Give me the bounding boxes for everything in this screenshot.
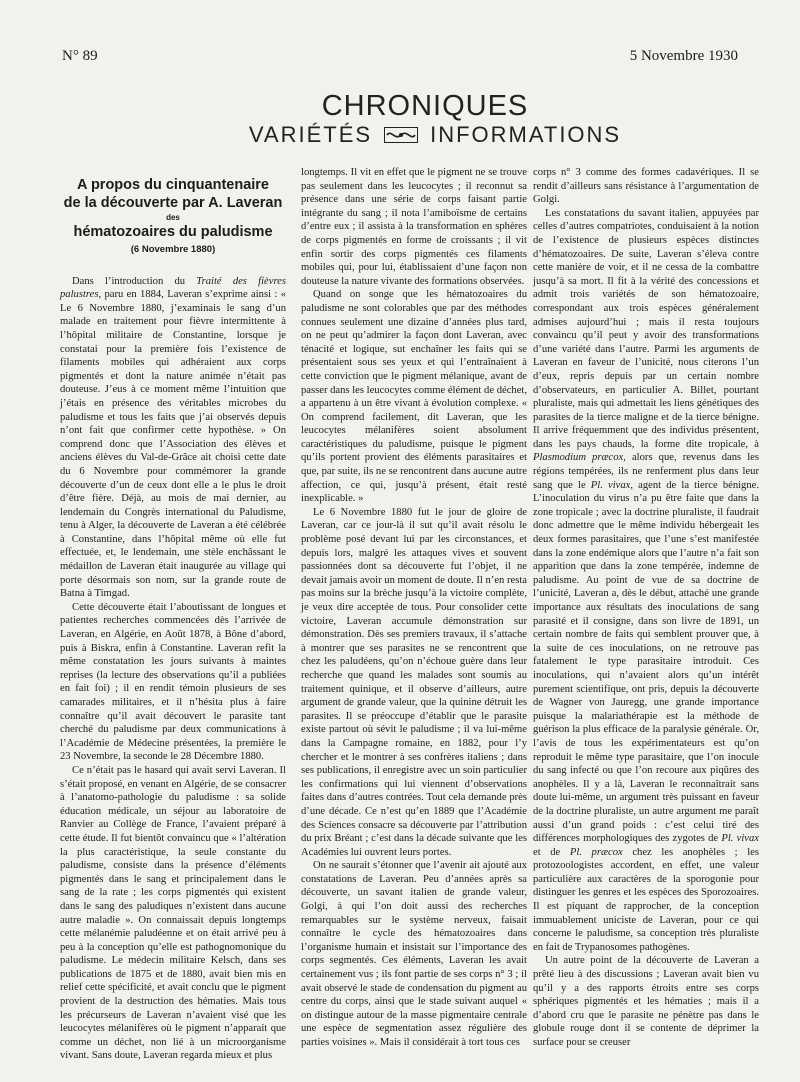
paragraph [301,166,527,288]
italic-text: Pl. vivax [721,833,760,845]
paragraph-text: Quand on songe que les hématozoaires du paludisme ne sont colorables que par des méthodes connues seulement une dizaine d’années plus tard, on ne peut qu’admirer la façon dont Laveran, avec ténacité et logique, sut enchaîner les faits qui se présentaient sous ses yeux et qui l’entraînaient à cette conviction que le pigment mélanique, avant de passer dans les leucocytes comme élément de déchet, a appartenu à un être vivant à évolution complexe. « On comprend facilement, dit Laveran, que les leucocytes mélanifères soient absolument caractéristiques du paludisme, puisque le pigment qu’ils portent provient des éléments parasitaires et que, par suite, ils ne se rencontrent dans aucune autre affection, ce qui, jusqu’à présent, était resté inexplicable. » [301,289,527,505]
article-title-line-2: de la découverte par A. Laveran [63,195,283,211]
masthead-subtitle [70,122,800,148]
paragraph-text: Les constatations du savant italien, appuyées par celles d’autres compatriotes, conduisaient à la notion de l’existence de plusieurs espèces distinctes d’hématozoaires. De suite, Laveran s’éleva contre cette manière de voir, et il ne cessa de la combattre jusqu’à sa mort. Il fit à la vérité des concessions et admit trois variétés de son hématozoaire, correspondant aux trois espèces généralement admises aujourd’hui ; mais il resta toujours convaincu qu’il peut y avoir des transformations d’une variété dans l’autre. Parmi les arguments de Laveran en faveur de l’unicité, nous citerons l’un d’eux, repris depuis par un certain nombre d’observateurs, en particulier A. Billet, pourtant pluraliste, mais qui admettait les liens génétiques des parasites de la tierce maligne et de la tierce bénigne. Il arrive fréquemment que des individus présentent, dans les pays chauds, la forme dite tropicale, à [533,207,759,450]
italic-text: Plasmodium præcox [533,452,624,464]
masthead-title: CHRONIQUES [321,90,529,122]
paragraph-text: chez les anophèles ; les protozoologistes accordent, en effet, une valeur particulière aux caractères de la sporogonie pour distinguer les genres et les espèces des Sporozoaires. Il est piquant de rapprocher, de la conception immuablement uniciste de Laveran, pour ce qui concerne le paludisme, sa conception très pluraliste en fait de Trypanosomes pathogènes. [533,846,759,953]
page-header [62,48,738,68]
paragraph [301,288,527,506]
paragraph-text: , paru en 1884, Laveran s’exprime ainsi : « Le 6 Novembre 1880, j’examinais le sang d’un malade en traitement pour fièvre intermittente à l’hôpital militaire de Constantine, lorsque je constatai pour la première fois l’existence de filaments mobiles qui adhéraient aux corps pigmentés et dont la nature animée n’était pas douteuse. J’eus à ce moment même l’intuition que j’étais en présence des véritables microbes du paludisme et tous les faits que j’ai observés depuis n’ont fait que confirmer cette hypothèse. » On comprend donc que l’Association des élèves et anciens élèves du Val-de-Grâce ait choisi cette date du 6 Novembre pour commémorer la grande découverte d’un de ceux dont elle a le plus le droit d’être fière. Déjà, au mois de mai dernier, au lendemain du Congrès international du Paludisme, tenu à Alger, la découverte de Laveran a été célébrée à Constantine, dans l’hôpital même où elle fut effectuée, et, le lendemain, une stèle enchâssant le médaillon de Laveran était inaugurée au village qui porte désormais son nom, sur la grande route de Batna à Timgad. [60,289,286,600]
column-3 [533,166,759,1046]
paragraph [60,275,286,601]
column-2 [301,166,527,1046]
paragraph-text: , agent de la tierce bénigne. L’inoculation du virus n’a pu être faite que dans la zone tropicale ; avec la doctrine pluraliste, il faudrait donc admettre que le même individu hébergeait les deux formes parasitaires, que l’une s’est manifestée dans la zone endémique alors que l’autre n’a fait son apparition que dans la zone tempérée, indemne de paludisme. Au point de vue de sa doctrine de l’unicité, Laveran a, dès le début, attaché une grande importance aux résultats des inoculations de sang parasité et il consigne, dans son livre de 1891, un certain nombre de faits qui semblent prouver que, à la suite de ces inoculations, on ne retrouve pas fatalement le type parasitaire introduit. Ces inoculations, qui n’avaient alors qu’un intérêt purement scientifique, ont pris, depuis la découverte de Wagner von Jauregg, une grande importance puisque la malariathérapie est la méthode de guérison la plus efficace de la paralysie générale. Or, l’avis de tous les expérimentateurs est qu’on reproduit le même type parasitaire, que l’on inocule du sang infecté ou que l’on recoure aux piqûres des anophèles. Il y a là, Laveran le reconnaîtrait sans doute lui-même, un argument très puissant en faveur de la doctrine pluraliste, un autre argument me paraît aussi d’un grand poids : c’est celui tiré des différences morphologiques des zygotes de [533,479,760,845]
paragraph [60,764,286,1063]
paragraph-text: Ce n’était pas le hasard qui avait servi Laveran. Il s’était proposé, en venant en Algérie, de se consacrer à l’anatomo-pathologie du paludisme : sa solide éducation médicale, un séjour au laboratoire de Ranvier au Collège de France, l’avaient préparé à cette étude. Il fut bientôt convaincu que « l’altération la plus caractéristique, la seule constante du paludisme, consiste dans la présence d’éléments pigmentés dans le sang et principalement dans le sang de la rate ; les corps pigmentés qui existent dans le sang des paludiques n’existent dans aucune autre maladie ». On connaissait depuis longtemps cette mélanémie paludéenne et on était arrivé peu à peu à la conception qu’elle est pathognomonique du paludisme. Le médecin militaire Kelsch, dans ses publications de 1875 et de 1880, avait bien mis en relief cette spécificité, et avait conclu que le pigment provient de la destruction des hématies. Mais tous les précurseurs de Laveran n’avaient visé que les leucocytes mélanifères où le pigment n’apparait que comme un déchet, non lié à un microorganisme vivant. Sans doute, Laveran regarda mieux et plus [60,764,286,1062]
paragraph-text: Cette découverte était l’aboutissant de longues et patientes recherches commencées dès l’arrivée de Laveran, en Algérie, en Août 1878, à Bône d’abord, puis à Biskra, enfin à Constantine. Laveran refit la même constatation les jours suivants à maintes reprises (la lecture des observations qu’il a publiées en fait foi) ; il en rendit témoin plusieurs de ses camarades militaires, et il n’hésita plus à faire connaître qu’il avait découvert le parasite tant cherché du paludisme par deux communications à l’Académie de Médecine présentées, la première le 23 Novembre, la seconde le 28 Décembre 1880. [60,601,286,763]
column-1-body [60,275,286,1063]
paragraph-text: Un autre point de la découverte de Laveran a prêté lieu à des discussions ; Laveran avait bien vu qu’il y a des rapports étroits entre ses corps sphériques pigmentés et les hématies ; mais il a d’abord cru que le parasite ne pénètre pas dans le globule rouge dont il se contente de déprimer la surface pour se creuser [533,955,759,1048]
issue-date: 5 Novembre 1930 [629,48,738,64]
paragraph-text: longtemps. Il vit en effet que le pigment ne se trouve pas seulement dans les leucocytes ; il reconnut sa présence dans une série de corps faisant partie intégrante du sang ; il nota l’amiboïsme de certains d’entre eux ; il assista à la transformation en sphères de corps pigmentés en forme de croissants ; il vit enfin sortir des corps pigmentés ces filaments mobiles qui, pour lui, établissaient d’une façon non douteuse la nature vivante des formations observées. [301,167,527,287]
italic-text: Pl. vivax [590,479,631,491]
paragraph-text: corps n° 3 comme des formes cadavériques. Il se rendit d’ailleurs sans résistance à l’argumentation de Golgi. [533,167,759,206]
masthead-varietes: VARIÉTÉS [248,122,373,147]
article-title-line-1: A propos du cinquantenaire [76,177,269,193]
paragraph-text: On ne saurait s’étonner que l’avenir ait ajouté aux constatations de Laveran. Peu d’années après sa découverte, un savant italien de grande valeur, Golgi, à qui l’on doit aussi des recherches remarquables sur le système nerveux, faisait connaître le cycle des hématozoaires dans l’organisme humain et insistait sur l’importance des corps segmentés. Ces éléments, Laveran les avait certainement vus ; ils font partie de ses corps n° 3 ; il avait observé le stade de condensation du pigment au centre du corps, ainsi que le stade suivant auquel « on distingue autour de la masse pigmentaire centrale une espèce de segmentation assez régulière des parties voisines ». Mais il considérait à tort tous ces [301,860,527,1048]
italic-text: Traité des fièvres palustres [60,275,286,301]
paragraph-text: et de [533,846,570,858]
paragraph-text: Dans l’introduction du [72,275,197,287]
article-title-line-3: hématozoaires du paludisme [73,224,273,240]
paragraph [60,601,286,764]
italic-text: Pl. præcox [569,846,623,858]
paragraph [533,954,759,1049]
masthead-informations: INFORMATIONS [430,122,622,147]
paragraph [533,207,759,955]
masthead [0,90,800,148]
ornament-icon [384,127,418,143]
paragraph-text: , alors que, revenus dans les régions tempérées, ils ne renferment plus dans leur sang que le [533,452,759,491]
issue-number: N° 89 [62,48,98,64]
paragraph [301,859,527,1049]
article-date: (6 Novembre 1880) [130,244,216,255]
article-title-des: des [166,213,180,222]
column-1 [60,168,286,1062]
paragraph-text: Le 6 Novembre 1880 fut le jour de gloire de Laveran, car ce jour-là il sut qu’il avait résolu le problème posé devant lui par les circonstances, et depuis lors, malgré les attaques vives et souvent passionnées dont sa découverte fut l’objet, il ne devait jamais avoir un moment de doute. Il n’en resta pas moins sur la brèche jusqu’à la victoire complète, je veux dire acceptée de tous. Pour consolider cette victoire, Laveran accumule démonstration sur démonstration. Dès ses premiers travaux, il s’attache à montrer que ses parasites ne se rencontrent que chez les paludéens, qu’on n’échoue guère dans leur recherche que quand les malades sont soumis au traitement quinique, et il observe d’ailleurs, autre argument de grande valeur, que la quinine détruit les parasites. Il se préoccupe d’établir que le parasite existe partout où sévit le paludisme ; il va lui-même dans la Campagne romaine, en 1882, pour l’y chercher et le montrer à ses confrères italiens ; dans ses publications, il enregistre avec un soin particulier les confirmations qui lui viennent d’observations faites dans d’autres contrées. Tout cela demande près d’une décade. Ce n’est qu’en 1889 que l’Académie des Sciences consacre sa découverte par l’attribution du prix Bréant ; c’est dans la décade suivante que les Académies lui ouvrent leurs portes. [301,506,527,858]
paragraph [533,166,759,207]
paragraph [301,506,527,859]
